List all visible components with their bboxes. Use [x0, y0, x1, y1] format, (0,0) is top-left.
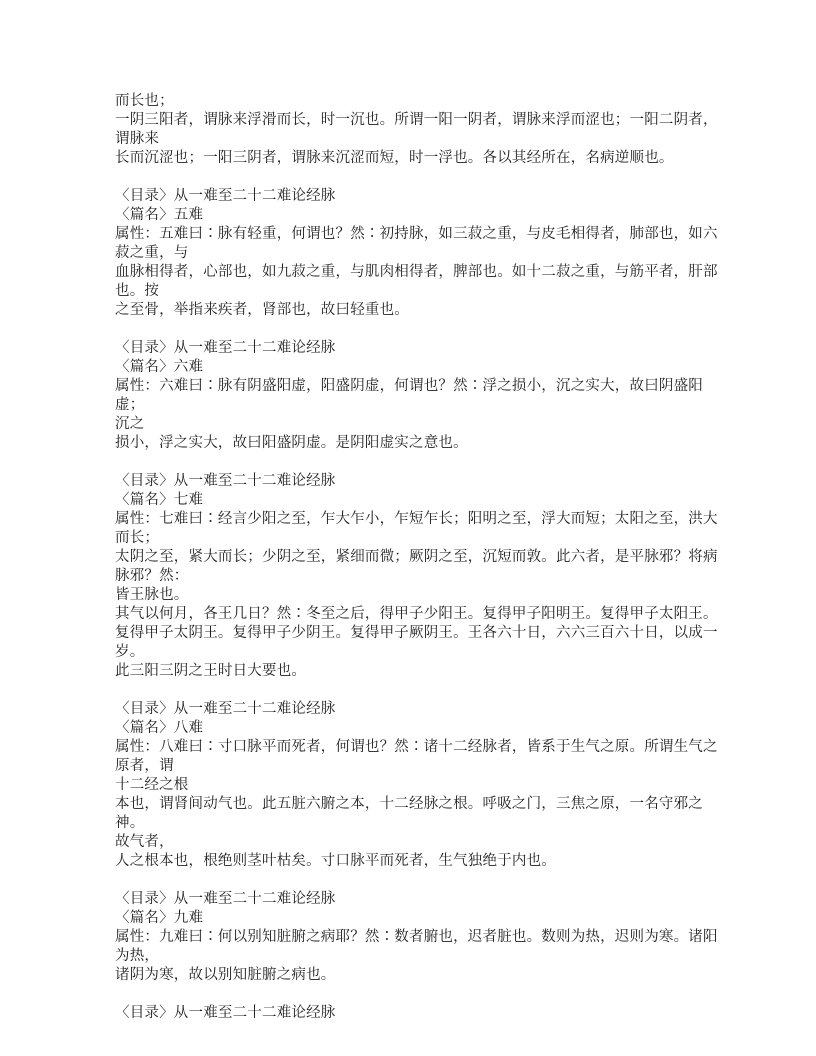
- text-line: 〈篇名〉八难: [115, 720, 204, 736]
- text-line: 其气以何月，各王几日？然∶冬至之后，得甲子少阳王。复得甲子阳明王。复得甲子太阳王。: [115, 606, 718, 622]
- text-line: 〈目录〉从一难至二十二难论经脉: [115, 188, 336, 204]
- text-line: 〈篇名〉六难: [115, 359, 204, 375]
- text-line: 本也，谓肾间动气也。此五脏六腑之本，十二经脉之根。呼吸之门，三焦之原，一名守邪之神。: [115, 796, 703, 831]
- text-block: [115, 339, 725, 453]
- text-line: 属性：八难曰∶寸口脉平而死者，何谓也？然∶诸十二经脉者，皆系于生气之原。所谓生气之: [115, 739, 718, 755]
- text-line: 太阴之至，紧大而长；少阴之至，紧细而微；厥阴之至，沉短而敦。此六者，是平脉邪？将病: [115, 549, 718, 565]
- text-line: 一阴三阳者，谓脉来浮滑而长，时一沉也。所谓一阳一阴者，谓脉来浮而涩也；一阳二阴者，: [115, 112, 718, 128]
- text-line: 属性：九难曰∶何以别知脏腑之病耶？然∶数者腑也，迟者脏也。数则为热，迟则为寒。诸阳: [115, 929, 718, 945]
- text-line: 损小，浮之实大，故曰阳盛阴虚。是阴阳虚实之意也。: [115, 435, 468, 451]
- text-line: 属性：七难曰∶经言少阳之至，乍大乍小，乍短乍长；阳明之至，浮大而短；太阳之至，洪大: [115, 511, 718, 527]
- text-line: 〈篇名〉九难: [115, 910, 204, 926]
- text-block: [115, 890, 725, 985]
- text-line: 原者，谓: [115, 758, 174, 774]
- text-line: 脉邪？然：: [115, 568, 189, 584]
- text-line: 〈目录〉从一难至二十二难论经脉: [115, 473, 336, 489]
- text-line: 属性：六难曰∶脉有阴盛阳虚，阳盛阴虚，何谓也？然∶浮之损小，沉之实大，故曰阴盛阳虚；: [115, 378, 703, 413]
- text-line: 而长；: [115, 530, 160, 546]
- text-line: 长而沉涩也；一阳三阴者，谓脉来沉涩而短，时一浮也。各以其经所在，名病逆顺也。: [115, 150, 674, 166]
- text-line: 〈目录〉从一难至二十二难论经脉: [115, 340, 336, 356]
- text-line: 〈目录〉从一难至二十二难论经脉: [115, 701, 336, 717]
- text-line: 属性：五难曰∶脉有轻重，何谓也？然∶初持脉，如三菽之重，与皮毛相得者，肺部也，如六: [115, 226, 718, 242]
- text-line: 此三阳三阴之王时日大要也。: [115, 663, 307, 679]
- text-line: 〈目录〉从一难至二十二难论经脉: [115, 891, 336, 907]
- text-line: 〈篇名〉五难: [115, 207, 204, 223]
- text-block: [115, 700, 725, 871]
- text-line: 为热，: [115, 948, 160, 964]
- text-line: 沉之: [115, 416, 145, 432]
- text-line: 〈目录〉从一难至二十二难论经脉: [115, 1005, 336, 1021]
- text-block: [115, 1004, 725, 1023]
- text-block: [115, 92, 725, 168]
- text-line: 人之根本也，根绝则茎叶枯矣。寸口脉平而死者，生气独绝于内也。: [115, 853, 556, 869]
- text-line: 十二经之根: [115, 777, 189, 793]
- text-line: 复得甲子太阴王。复得甲子少阴王。复得甲子厥阴王。王各六十日，六六三百六十日，以成一: [115, 625, 718, 641]
- text-line: 菽之重，与: [115, 245, 189, 261]
- text-block: [115, 472, 725, 681]
- text-line: 谓脉来: [115, 131, 160, 147]
- text-line: 之至骨，举指来疾者，肾部也，故曰轻重也。: [115, 302, 409, 318]
- text-line: 故气者，: [115, 834, 174, 850]
- text-block: [115, 187, 725, 320]
- text-line: 〈篇名〉七难: [115, 492, 204, 508]
- text-line: 岁。: [115, 644, 145, 660]
- text-line: 而长也；: [115, 93, 174, 109]
- text-column: [115, 92, 725, 1023]
- text-line: 皆王脉也。: [115, 587, 189, 603]
- text-line: 血脉相得者，心部也，如九菽之重，与肌肉相得者，脾部也。如十二菽之重，与筋平者，肝部: [115, 264, 718, 280]
- text-line: 诸阴为寒，故以别知脏腑之病也。: [115, 967, 336, 983]
- text-line: 也。按: [115, 283, 160, 299]
